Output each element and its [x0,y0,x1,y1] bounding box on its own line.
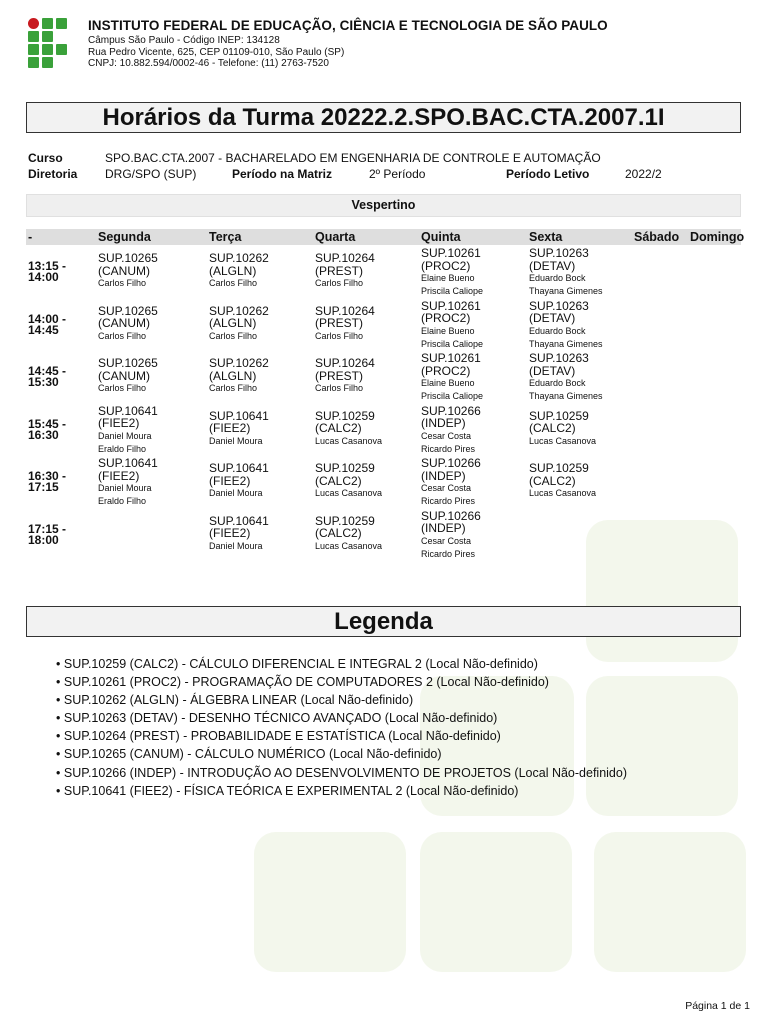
column-header: Quinta [421,230,461,244]
professor-name: Lucas Casanova [315,488,383,498]
schedule-cell [98,357,203,394]
schedule-cell [209,305,314,342]
professor-name: Ricardo Pires [421,548,476,559]
schedule-cell [315,410,420,447]
column-header: Domingo [690,230,745,244]
page-title: Horários da Turma 20222.2.SPO.BAC.CTA.2007.1I [26,102,741,133]
course-code: SUP.10263 (DETAV) [529,351,589,378]
professor-name: Cesar Costa [421,430,472,441]
watermark-shape [254,832,406,972]
course-code: SUP.10259 (CALC2) [315,461,375,488]
professor-name: Daniel Moura [98,483,152,493]
schedule-cell [315,305,420,342]
professor-name: Daniel Moura [209,540,263,551]
course-code: SUP.10259 (CALC2) [315,408,375,435]
watermark-shape [586,520,738,662]
schedule-cell [98,252,203,289]
professor-name: Carlos Filho [98,278,147,288]
schedule-cell [421,405,526,455]
course-code: SUP.10264 (PREST) [315,251,375,278]
professor-name: Carlos Filho [315,330,364,341]
time-slot: 15:45 - 16:30 [28,416,67,442]
schedule-cell [315,515,420,552]
course-code: SUP.10261 (PROC2) [421,351,481,378]
column-header: Segunda [98,230,151,244]
column-header: - [28,230,33,244]
legend-item: • SUP.10641 (FIEE2) - FÍSICA TEÓRICA E EXPERIMENTAL 2 (Local Não-definido) [56,782,627,800]
professor-name: Daniel Moura [98,430,152,441]
time-slot: 14:00 - 14:45 [28,311,67,337]
professor-name: Ricardo Pires [421,443,476,454]
schedule-cell [315,357,420,394]
diretoria-value: DRG/SPO (SUP) [105,167,197,181]
schedule-cell [98,405,203,455]
schedule-cell [98,457,203,507]
curso-value: SPO.BAC.CTA.2007 - BACHARELADO EM ENGENHARIA DE CONTROLE E AUTOMAÇÃO [105,151,601,165]
course-code: SUP.10641 (FIEE2) [98,403,158,430]
professor-name: Eduardo Bock [529,378,586,388]
professor-name: Cesar Costa [421,483,472,493]
institution-logo [28,18,68,68]
professor-name: Lucas Casanova [315,435,383,446]
professor-name: Eduardo Bock [529,273,586,283]
schedule-header-row [26,229,745,245]
professor-name: Cesar Costa [421,535,472,546]
course-code: SUP.10265 (CANUM) [98,251,158,278]
legend-item: • SUP.10262 (ALGLN) - ÁLGEBRA LINEAR (Local Não-definido) [56,691,627,709]
professor-name: Eraldo Filho [98,496,147,506]
legend-item: • SUP.10263 (DETAV) - DESENHO TÉCNICO AVANÇADO (Local Não-definido) [56,709,627,727]
cnpj-line: CNPJ: 10.882.594/0002-46 - Telefone: (11) 2763-7520 [88,58,329,69]
time-slot: 17:15 - 18:00 [28,521,67,547]
course-code: SUP.10259 (CALC2) [529,408,589,435]
professor-name: Elaine Bueno [421,378,475,388]
professor-name: Elaine Bueno [421,273,475,283]
diretoria-label: Diretoria [28,167,78,181]
course-code: SUP.10266 (INDEP) [421,508,481,535]
professor-name: Lucas Casanova [529,488,597,498]
professor-name: Thayana Gimenes [529,338,603,349]
schedule-cell [421,247,526,297]
schedule-cell [421,352,526,402]
legend-item: • SUP.10264 (PREST) - PROBABILIDADE E ESTATÍSTICA (Local Não-definido) [56,727,627,745]
schedule-cell [209,357,314,394]
schedule-cell [315,462,420,499]
column-header: Terça [209,230,242,244]
schedule-cell [98,305,203,342]
legend-title: Legenda [26,606,741,637]
professor-name: Daniel Moura [209,435,263,446]
course-code: SUP.10264 (PREST) [315,303,375,330]
professor-name: Elaine Bueno [421,325,475,336]
professor-name: Carlos Filho [209,330,258,341]
schedule-cell [209,462,314,499]
professor-name: Carlos Filho [209,278,258,288]
professor-name: Thayana Gimenes [529,286,603,296]
schedule-cell [529,410,634,447]
legend-item: • SUP.10259 (CALC2) - CÁLCULO DIFERENCIAL E INTEGRAL 2 (Local Não-definido) [56,655,627,673]
course-code: SUP.10641 (FIEE2) [209,408,269,435]
schedule-cell [529,247,634,297]
campus-line: Câmpus São Paulo - Código INEP: 134128 [88,35,280,46]
time-slot: 14:45 - 15:30 [28,364,67,389]
course-code: SUP.10259 (CALC2) [529,461,589,488]
course-code: SUP.10266 (INDEP) [421,456,481,483]
professor-name: Eduardo Bock [529,325,586,336]
shift-band: Vespertino [26,194,741,217]
schedule-cell [315,252,420,289]
institution-name: INSTITUTO FEDERAL DE EDUCAÇÃO, CIÊNCIA E TECNOLOGIA DE SÃO PAULO [88,18,608,33]
legend-item: • SUP.10261 (PROC2) - PROGRAMAÇÃO DE COMPUTADORES 2 (Local Não-definido) [56,673,627,691]
professor-name: Priscila Caliope [421,286,484,296]
time-slot: 16:30 - 17:15 [28,469,67,494]
course-code: SUP.10641 (FIEE2) [98,456,158,483]
schedule-cell [529,462,634,499]
curso-label: Curso [28,151,63,165]
watermark-shape [594,832,746,972]
column-header: Quarta [315,230,356,244]
professor-name: Carlos Filho [315,383,364,393]
course-code: SUP.10262 (ALGLN) [209,356,269,383]
course-code: SUP.10641 (FIEE2) [209,461,269,488]
professor-name: Carlos Filho [98,330,147,341]
course-code: SUP.10264 (PREST) [315,356,375,383]
column-header: Sexta [529,230,563,244]
course-code: SUP.10263 (DETAV) [529,246,589,273]
schedule-cell [421,300,526,350]
column-header: Sábado [634,230,680,244]
periodo-matriz-label: Período na Matriz [232,167,333,181]
address-line: Rua Pedro Vicente, 625, CEP 01109-010, São Paulo (SP) [88,47,345,58]
course-code: SUP.10262 (ALGLN) [209,303,269,330]
page-number: Página 1 de 1 [685,1000,750,1012]
professor-name: Priscila Caliope [421,338,484,349]
course-code: SUP.10265 (CANUM) [98,356,158,383]
course-code: SUP.10263 (DETAV) [529,298,589,325]
legend-list [56,655,627,800]
schedule-cell [529,300,634,350]
watermark-shape [420,832,572,972]
course-code: SUP.10265 (CANUM) [98,303,158,330]
professor-name: Carlos Filho [98,383,147,393]
time-slot: 13:15 - 14:00 [28,259,67,284]
course-code: SUP.10261 (PROC2) [421,246,481,273]
professor-name: Thayana Gimenes [529,391,603,401]
schedule-cell [421,510,526,560]
professor-name: Carlos Filho [209,383,258,393]
schedule-cell [421,457,526,507]
course-code: SUP.10259 (CALC2) [315,513,375,540]
schedule-cell [209,252,314,289]
professor-name: Lucas Casanova [315,540,383,551]
legend-item: • SUP.10265 (CANUM) - CÁLCULO NUMÉRICO (Local Não-definido) [56,745,627,763]
course-code: SUP.10266 (INDEP) [421,403,481,430]
course-code: SUP.10261 (PROC2) [421,298,481,325]
schedule-cell [209,515,314,552]
professor-name: Lucas Casanova [529,435,597,446]
professor-name: Daniel Moura [209,488,263,498]
schedule-cell [209,410,314,447]
course-code: SUP.10641 (FIEE2) [209,513,269,540]
periodo-letivo-label: Período Letivo [506,167,590,181]
professor-name: Eraldo Filho [98,443,147,454]
course-code: SUP.10262 (ALGLN) [209,251,269,278]
legend-item: • SUP.10266 (INDEP) - INTRODUÇÃO AO DESENVOLVIMENTO DE PROJETOS (Local Não-definido) [56,764,627,782]
professor-name: Priscila Caliope [421,391,484,401]
schedule-cell [529,352,634,402]
professor-name: Carlos Filho [315,278,364,288]
periodo-matriz-value: 2º Período [369,167,426,181]
professor-name: Ricardo Pires [421,496,476,506]
periodo-letivo-value: 2022/2 [625,167,662,181]
